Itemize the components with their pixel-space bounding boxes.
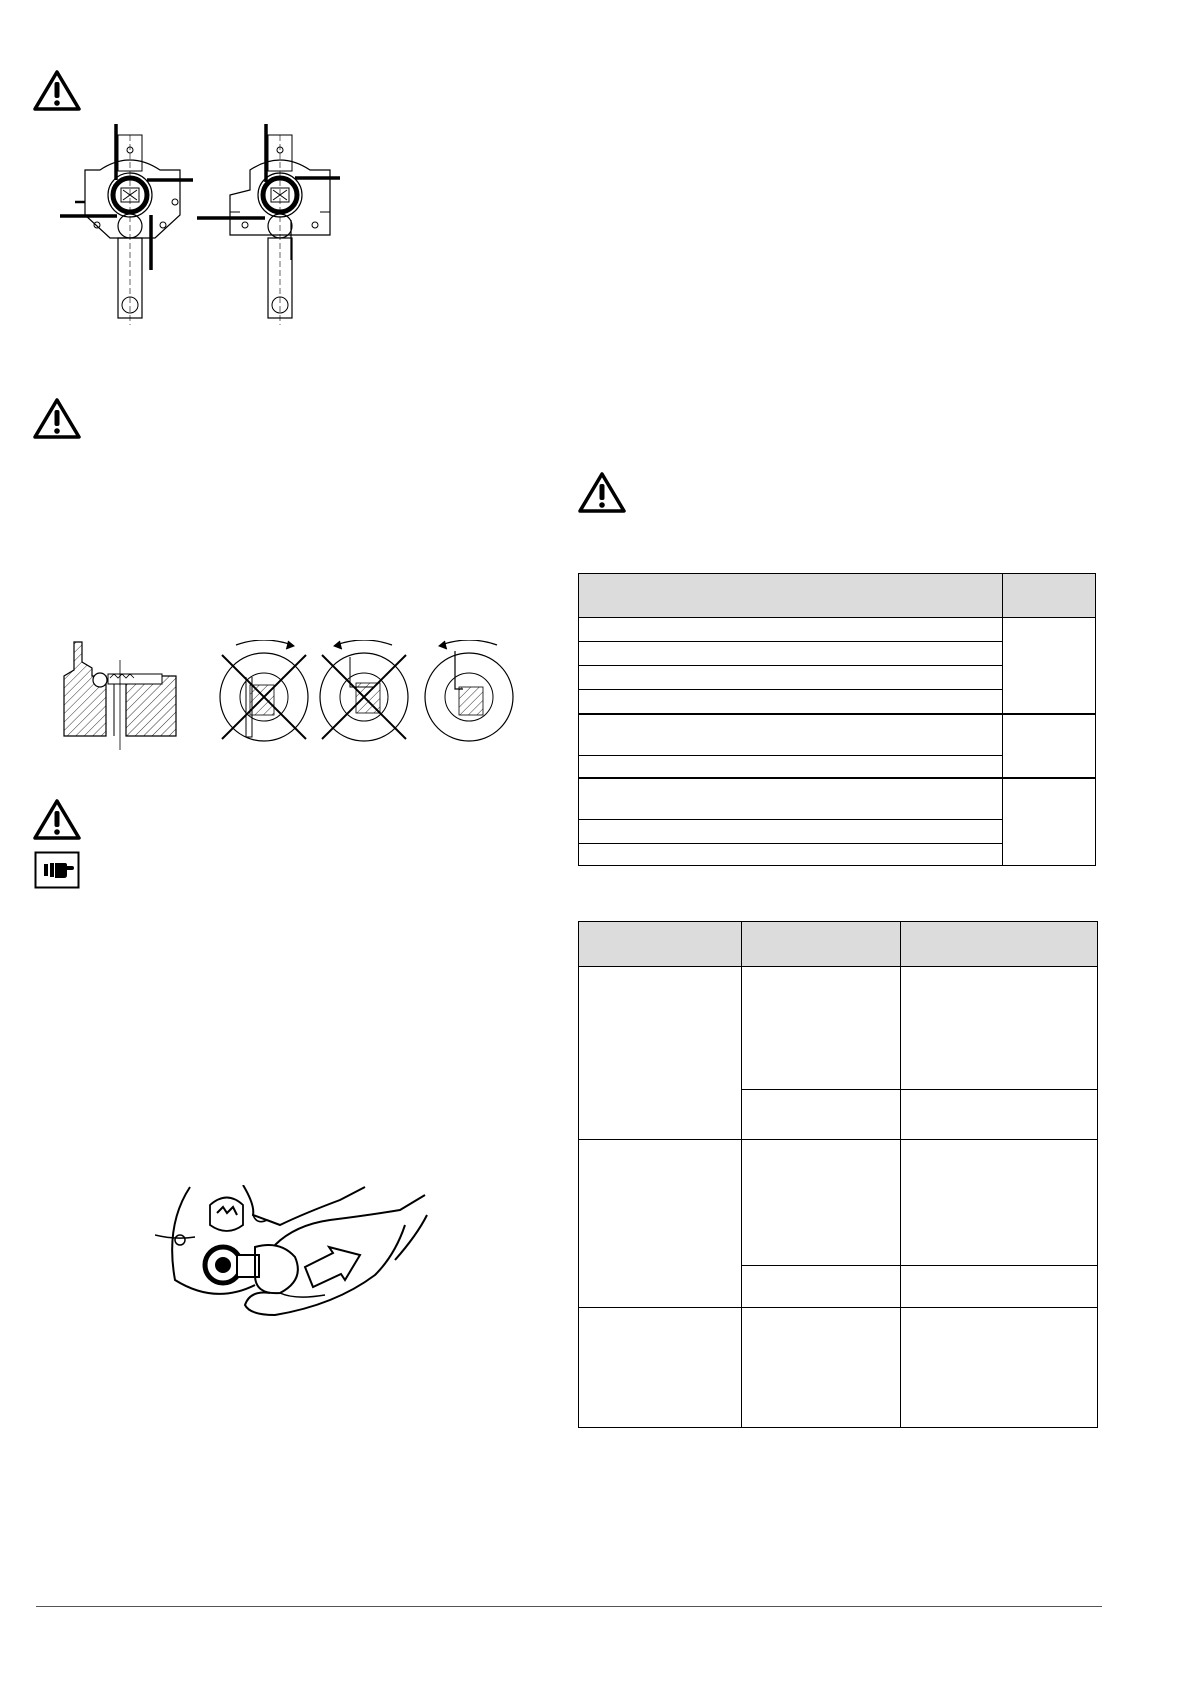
pointing-hand-icon [34, 851, 80, 889]
table-row [579, 967, 1098, 1090]
table-row [579, 1308, 1098, 1428]
lever-assembly-left [60, 124, 193, 325]
table-row [579, 778, 1096, 820]
rotation-diagram-correct [425, 640, 513, 741]
table-1 [578, 573, 1096, 866]
footer-divider [36, 1606, 1102, 1607]
figure-cam-lever-assemblies [55, 120, 355, 325]
warning-triangle-icon [577, 470, 627, 514]
figure-hand-pressing-valve [155, 1185, 435, 1325]
table-2 [578, 921, 1098, 1428]
lever-assembly-right [197, 124, 340, 325]
figure-seal-cross-section [44, 640, 544, 758]
table-row [579, 1140, 1098, 1266]
rotation-diagram-wrong-2 [320, 640, 408, 741]
warning-triangle-icon [32, 68, 82, 112]
table-row [579, 574, 1096, 618]
table-row [579, 714, 1096, 756]
table-row [579, 922, 1098, 967]
seal-cross-section [64, 642, 176, 750]
table-row [579, 618, 1096, 642]
rotation-diagram-wrong-1 [220, 640, 308, 741]
warning-triangle-icon [32, 396, 82, 440]
warning-triangle-icon [32, 797, 82, 841]
